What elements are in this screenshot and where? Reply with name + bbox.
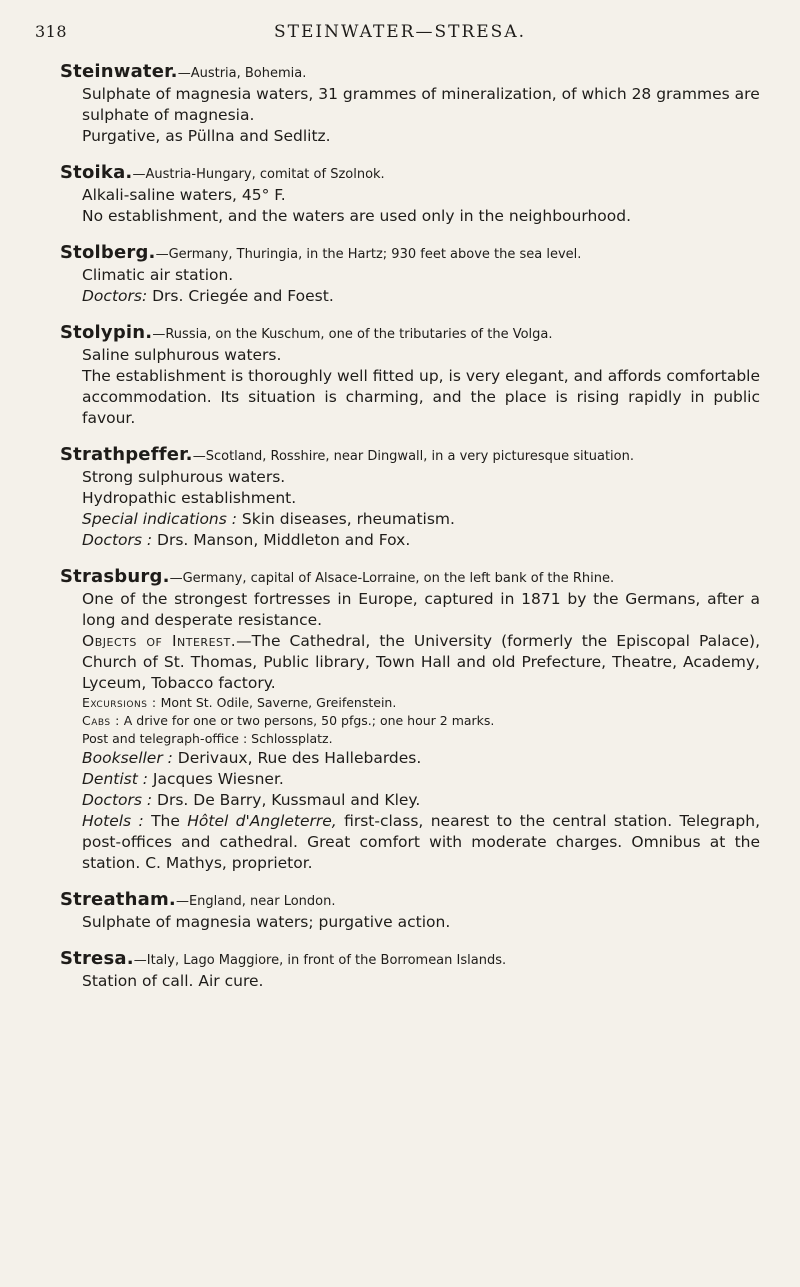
objects-of-interest-label: Objects of Interest.	[82, 632, 237, 650]
special-indications-label: Special indications :	[82, 510, 237, 528]
headword: Steinwater.	[60, 61, 178, 82]
location: —England, near London.	[175, 894, 336, 909]
doctors-line	[82, 790, 760, 811]
doctors-line	[82, 530, 760, 551]
special-indications-line	[82, 509, 760, 530]
entry-heading	[60, 243, 760, 265]
entry-heading	[60, 163, 760, 185]
entry-text: Climatic air station.	[82, 266, 234, 284]
entry-body	[60, 971, 760, 992]
excursions-label: Excursions :	[82, 695, 157, 710]
location: —Italy, Lago Maggiore, in front of the Borromean Islands.	[133, 953, 507, 968]
entry-stoika	[60, 163, 760, 227]
entry-streatham	[60, 890, 760, 933]
hotels-text: first-class, nearest to the central station. Telegraph, post-offices and cathedral. Great comfort with moderate charges. Omnibus at the station. C. Mathys, proprietor.	[82, 812, 760, 872]
excursions-text: Mont St. Odile, Saverne, Greifenstein.	[156, 695, 397, 710]
entry-body	[60, 589, 760, 874]
entry-heading	[60, 567, 760, 589]
doctors-line	[82, 286, 760, 307]
hotel-name: Hôtel d'Angleterre,	[187, 812, 337, 830]
dentist-line	[82, 769, 760, 790]
doctors-label: Doctors:	[82, 287, 148, 305]
headword: Streatham.	[60, 889, 176, 910]
doctors-text: Drs. Criegée and Foest.	[147, 287, 334, 305]
entry-heading	[60, 62, 760, 84]
entry-strathpeffer	[60, 445, 760, 551]
entry-text: Hydropathic establishment.	[82, 489, 297, 507]
hotels-line	[82, 811, 760, 874]
entry-body	[60, 912, 760, 933]
entry-body	[60, 84, 760, 147]
page-number: 318	[35, 22, 68, 41]
location: —Germany, Thuringia, in the Hartz; 930 feet above the sea level.	[155, 247, 582, 262]
headword: Stolypin.	[60, 322, 153, 343]
entry-text: Sulphate of magnesia waters; purgative action.	[82, 913, 451, 931]
page-header	[0, 22, 800, 48]
objects-of-interest-line	[82, 631, 760, 694]
headword: Strasburg.	[60, 566, 170, 587]
bookseller-line	[82, 748, 760, 769]
entry-text: No establishment, and the waters are used only in the neighbourhood.	[82, 207, 632, 225]
entry-heading	[60, 445, 760, 467]
entry-heading	[60, 323, 760, 345]
entry-heading	[60, 949, 760, 971]
entry-body	[60, 185, 760, 227]
entry-heading	[60, 890, 760, 912]
entry-text: One of the strongest fortresses in Europe, captured in 1871 by the Germans, after a long and desperate resistance.	[82, 590, 760, 629]
entry-text: Alkali-saline waters, 45° F.	[82, 186, 286, 204]
entry-text: Purgative, as Püllna and Sedlitz.	[82, 127, 331, 145]
special-indications-text: Skin diseases, rheumatism.	[237, 510, 455, 528]
post-office-line: Post and telegraph-office : Schlossplatz.	[82, 731, 333, 746]
entry-body	[60, 345, 760, 429]
doctors-text: Drs. Manson, Middleton and Fox.	[152, 531, 411, 549]
entry-body	[60, 265, 760, 307]
location: —Scotland, Rosshire, near Dingwall, in a very picturesque situation.	[192, 449, 634, 464]
headword: Stoika.	[60, 162, 133, 183]
cabs-text: A drive for one or two persons, 50 pfgs.; one hour 2 marks.	[119, 713, 495, 728]
bookseller-text: Derivaux, Rue des Hallebardes.	[172, 749, 422, 767]
entry-text: Station of call. Air cure.	[82, 972, 264, 990]
running-head: STEINWATER—STRESA.	[273, 22, 527, 42]
location: —Germany, capital of Alsace-Lorraine, on the left bank of the Rhine.	[169, 571, 615, 586]
entry-stolberg	[60, 243, 760, 307]
headword: Stresa.	[60, 948, 134, 969]
entry-text: Strong sulphurous waters.	[82, 468, 286, 486]
location: —Russia, on the Kuschum, one of the tributaries of the Volga.	[152, 327, 553, 342]
page-content	[60, 62, 760, 1008]
doctors-label: Doctors :	[82, 531, 153, 549]
objects-of-interest-text: —The Cathedral, the University (formerly the Episcopal Palace), Church of St. Thomas, Public library, Town Hall and old Prefecture, Theatre, Academy, Lyceum, Tobacco factory.	[82, 632, 760, 692]
excursions-line	[82, 694, 760, 712]
headword: Strathpeffer.	[60, 444, 193, 465]
dentist-text: Jacques Wiesner.	[147, 770, 284, 788]
entry-strasburg	[60, 567, 760, 874]
entry-steinwater	[60, 62, 760, 147]
entry-stresa	[60, 949, 760, 992]
headword: Stolberg.	[60, 242, 156, 263]
location: —Austria, Bohemia.	[177, 66, 307, 81]
entry-text: The establishment is thoroughly well fitted up, is very elegant, and affords comfortable accommodation. Its situation is charming, and the place is rising rapidly in public favour.	[82, 367, 760, 427]
location: —Austria-Hungary, comitat of Szolnok.	[132, 167, 385, 182]
doctors-text: Drs. De Barry, Kussmaul and Kley.	[152, 791, 421, 809]
entry-text: Saline sulphurous waters.	[82, 346, 282, 364]
hotels-pre: The	[143, 812, 188, 830]
dentist-label: Dentist :	[82, 770, 148, 788]
entry-stolypin	[60, 323, 760, 429]
cabs-line	[82, 712, 760, 730]
entry-text: Sulphate of magnesia waters, 31 grammes of mineralization, of which 28 grammes are sulphate of magnesia.	[82, 85, 760, 124]
bookseller-label: Bookseller :	[82, 749, 173, 767]
entry-body	[60, 467, 760, 551]
doctors-label: Doctors :	[82, 791, 153, 809]
hotels-label: Hotels :	[82, 812, 144, 830]
cabs-label: Cabs :	[82, 713, 120, 728]
